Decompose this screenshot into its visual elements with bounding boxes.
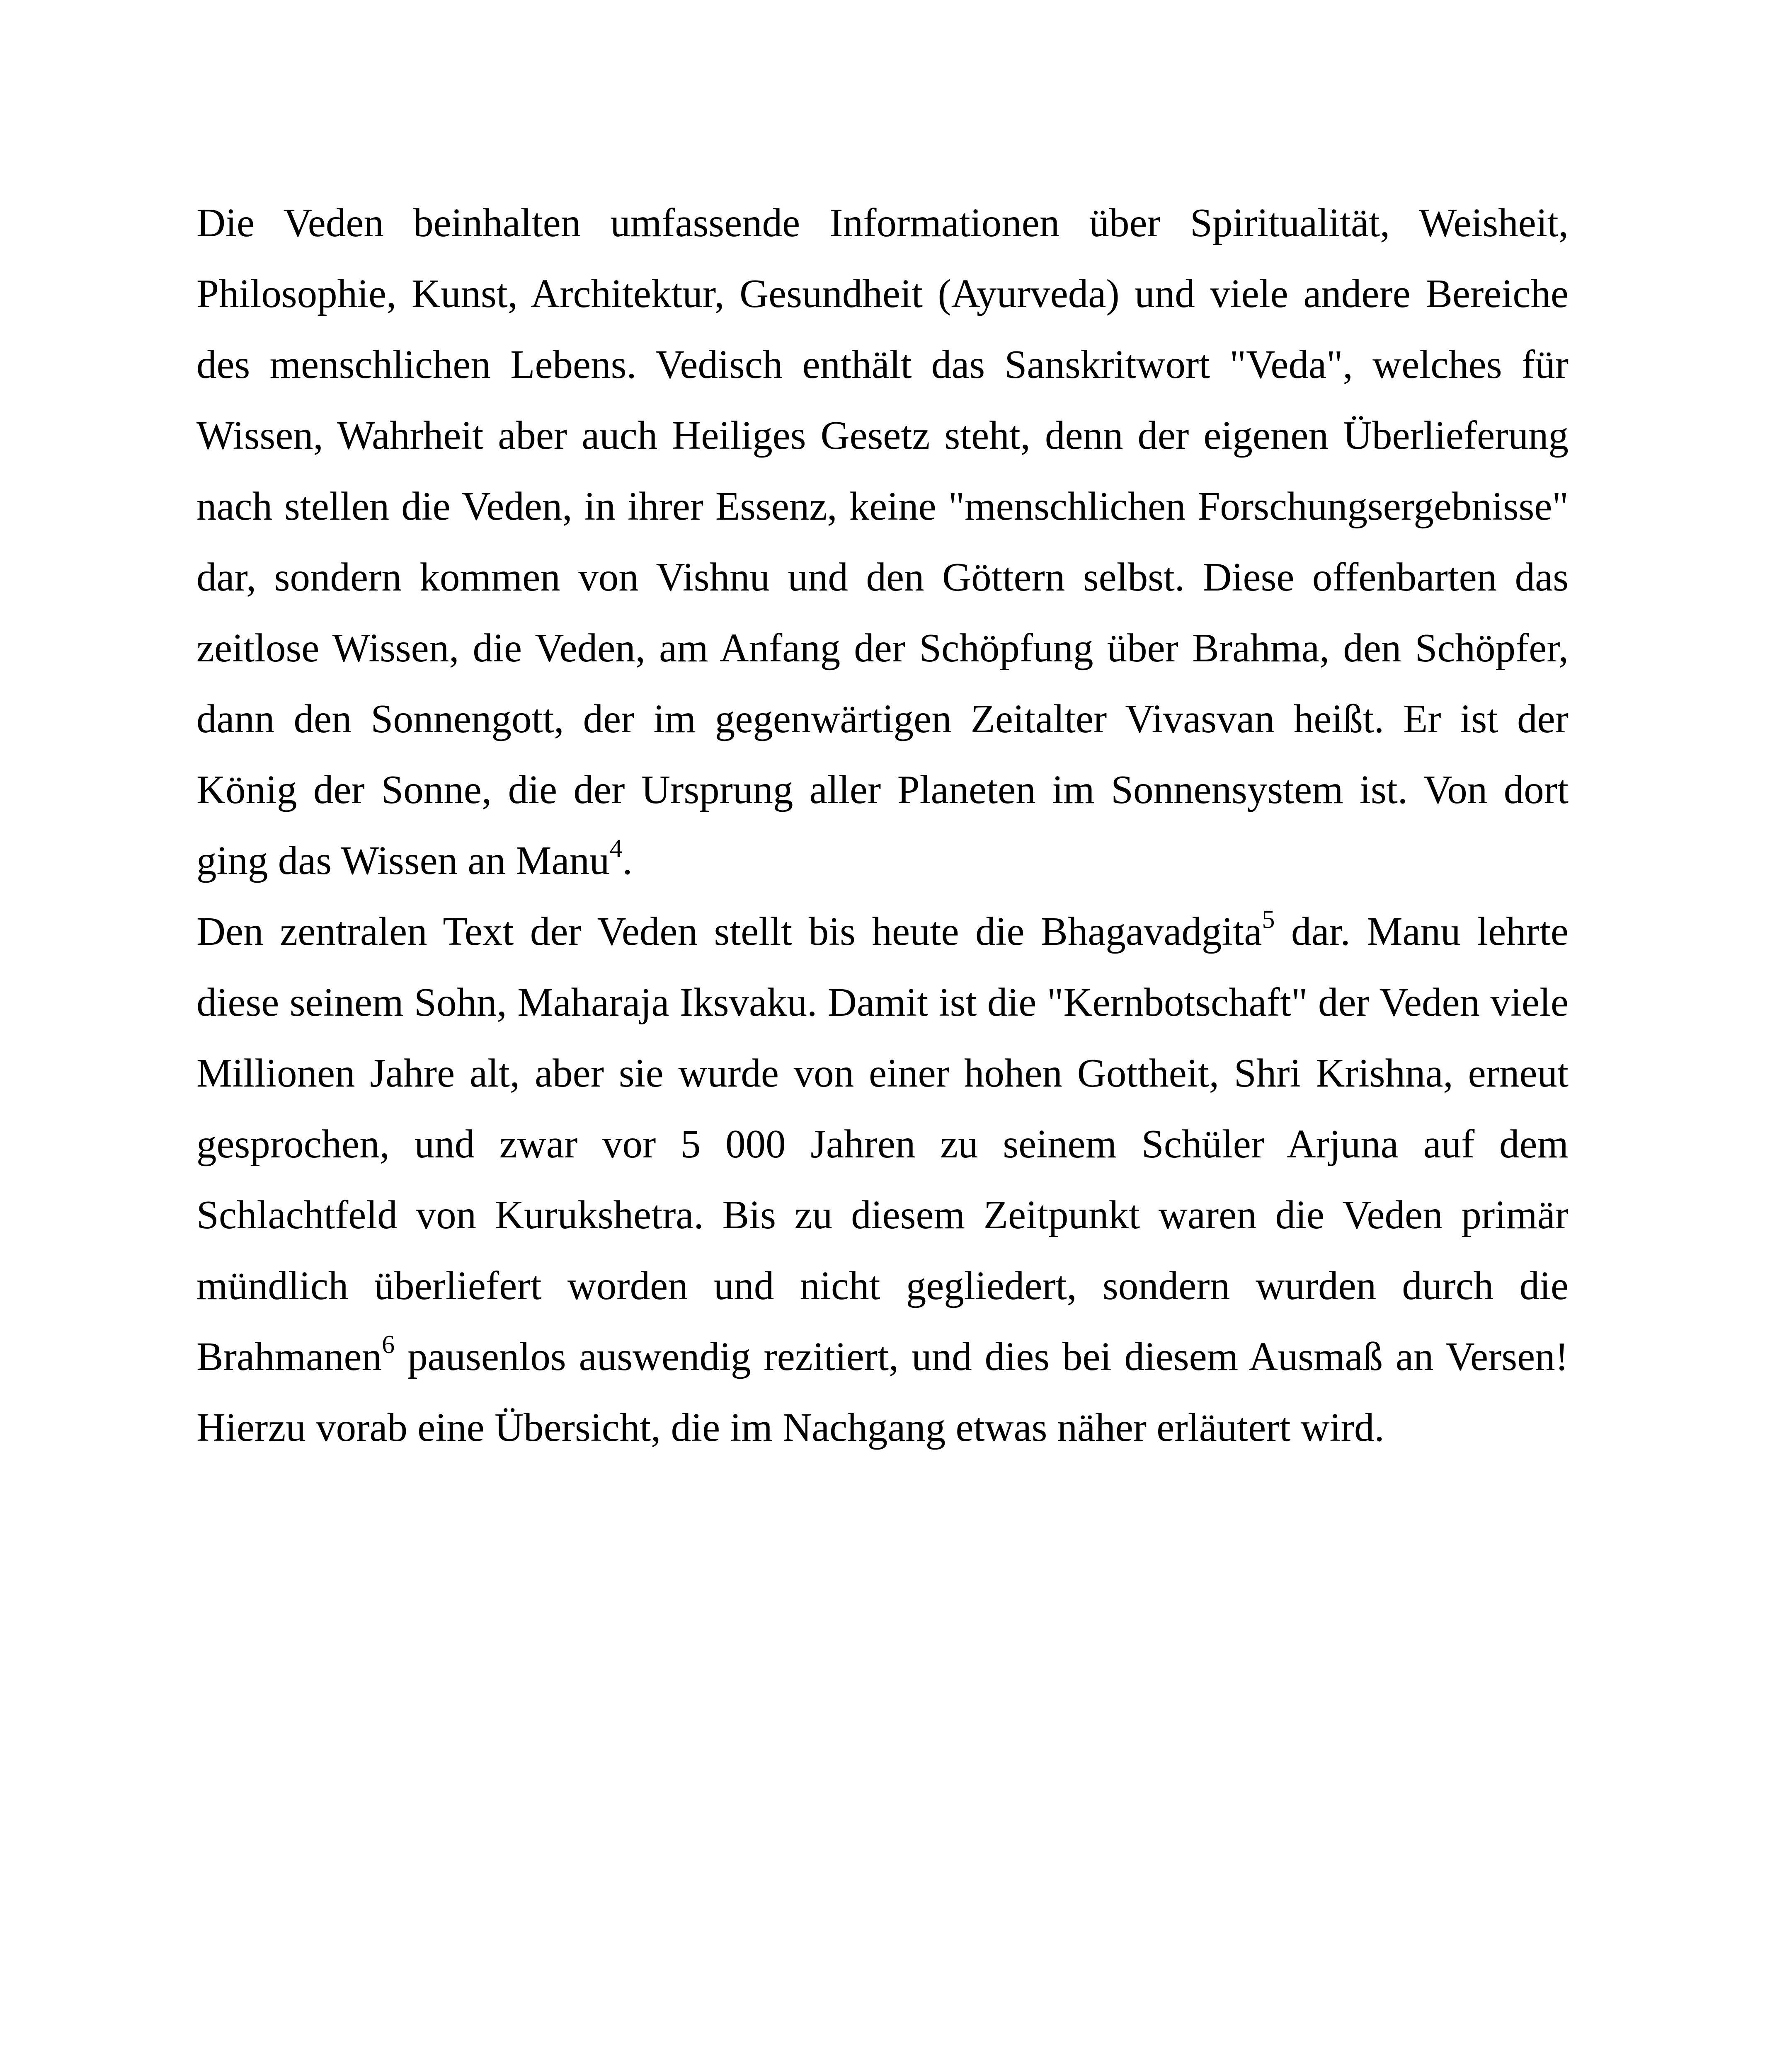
paragraph-2-text-2: dar. Manu lehrte diese seinem Sohn, Maharaja Iksvaku. Damit ist die "Kernbotschaft" der Veden viele Millionen Jahre alt, aber sie wurde von einer hohen Gottheit, Shri Krishna, erneut gesprochen, und zwar vor 5 000 Jahren zu seinem Schüler Arjuna auf dem Schlachtfeld von Kurukshetra. Bis zu diesem Zeitpunkt waren die Veden primär mündlich überliefert worden und nicht gegliedert, sondern wurden durch die Brahmanen: [196, 909, 1569, 1379]
paragraph-1-end: .: [622, 838, 633, 883]
paragraph-2-text-3: pausenlos auswendig rezitiert, und dies bei diesem Ausmaß an Versen! Hierzu vorab eine Übersicht, die im Nachgang etwas näher erläutert wird.: [196, 1334, 1569, 1450]
paragraph-1-text: Die Veden beinhalten umfassende Informationen über Spiritualität, Weisheit, Philosophie, Kunst, Architektur, Gesundheit (Ayurveda) und viele andere Bereiche des menschlichen Lebens. Vedisch enthält das Sanskritwort "Veda", welches für Wissen, Wahrheit aber auch Heiliges Gesetz steht, denn der eigenen Überlieferung nach stellen die Veden, in ihrer Essenz, keine "menschlichen Forschungsergebnisse" dar, sondern kommen von Vishnu und den Göttern selbst. Diese offenbarten das zeitlose Wissen, die Veden, am Anfang der Schöpfung über Brahma, den Schöpfer, dann den Sonnengott, der im gegenwärtigen Zeitalter Vivasvan heißt. Er ist der König der Sonne, die der Ursprung aller Planeten im Sonnensystem ist. Von dort ging das Wissen an Manu: [196, 201, 1569, 883]
paragraph-2: [196, 896, 1569, 1463]
footnote-ref-5[interactable]: 5: [1262, 905, 1275, 934]
footnote-ref-4[interactable]: 4: [609, 834, 623, 863]
footnote-ref-6[interactable]: 6: [382, 1330, 395, 1359]
paragraph-1: [196, 187, 1569, 896]
paragraph-2-text-1: Den zentralen Text der Veden stellt bis heute die Bhagavadgita: [196, 909, 1262, 954]
body-text: [196, 187, 1569, 1463]
